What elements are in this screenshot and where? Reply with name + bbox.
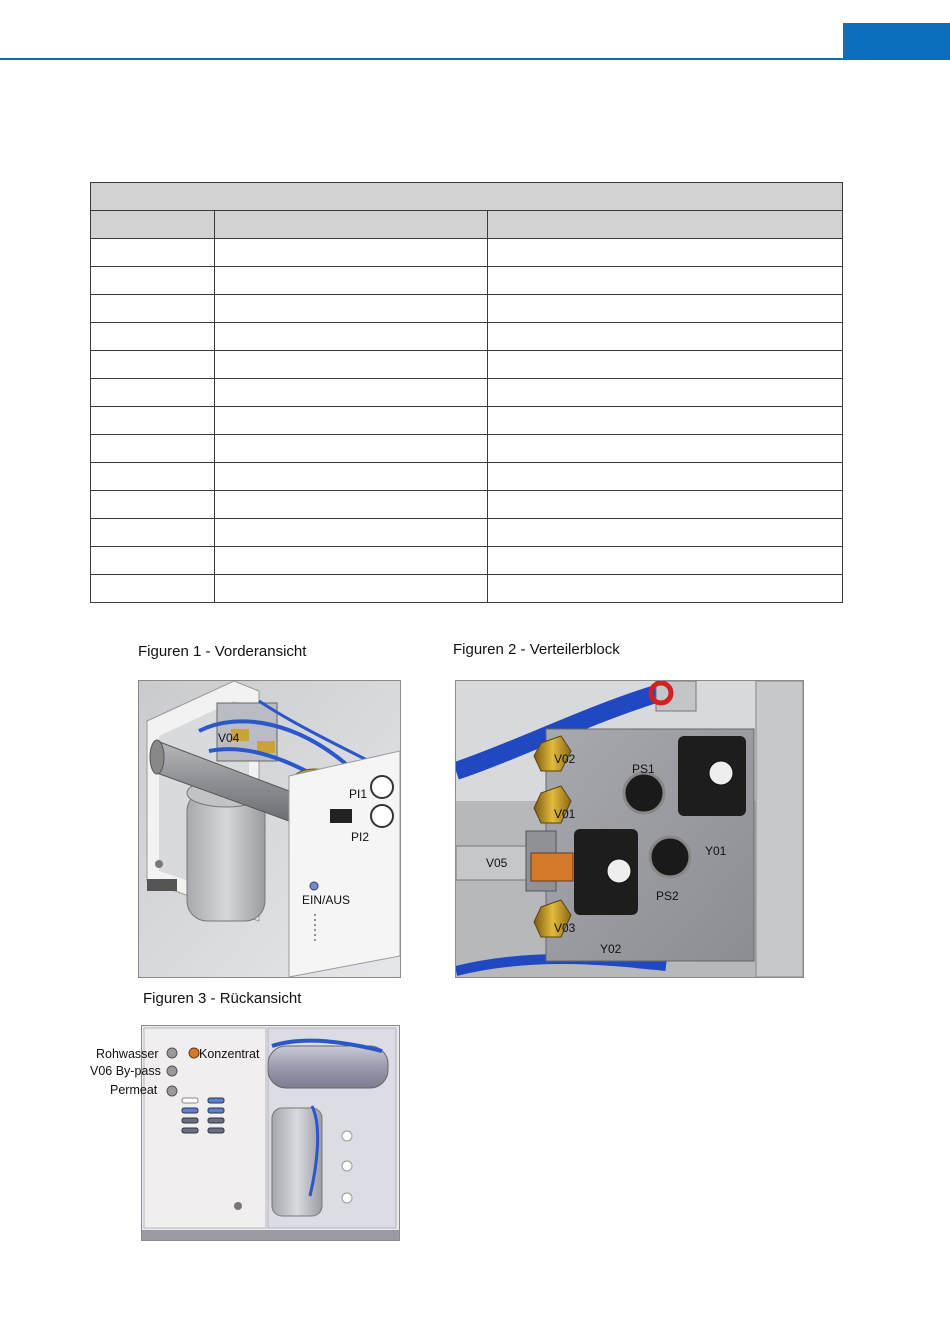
table-row bbox=[91, 239, 843, 267]
table-cell bbox=[488, 295, 843, 323]
table-cell bbox=[488, 379, 843, 407]
table-cell bbox=[91, 295, 215, 323]
table-cell bbox=[215, 407, 488, 435]
table-cell bbox=[91, 435, 215, 463]
table-row bbox=[91, 435, 843, 463]
label-ps1: PS1 bbox=[632, 762, 655, 776]
table-cell bbox=[91, 239, 215, 267]
table-cell bbox=[488, 407, 843, 435]
table-row bbox=[91, 407, 843, 435]
figure1-front-view bbox=[138, 680, 401, 978]
header-cell bbox=[91, 211, 215, 239]
label-y02: Y02 bbox=[600, 942, 622, 956]
table-cell bbox=[215, 519, 488, 547]
table-cell bbox=[91, 323, 215, 351]
header-cell bbox=[215, 211, 488, 239]
table-title-row bbox=[91, 183, 843, 211]
table-row bbox=[91, 547, 843, 575]
label-v01: V01 bbox=[554, 807, 576, 821]
figure2-manifold-block bbox=[455, 680, 804, 978]
table-cell bbox=[91, 351, 215, 379]
table-cell bbox=[91, 519, 215, 547]
table-cell bbox=[215, 463, 488, 491]
table-row bbox=[91, 295, 843, 323]
table-row bbox=[91, 379, 843, 407]
label-permeat: Permeat bbox=[110, 1083, 158, 1097]
table-cell bbox=[91, 491, 215, 519]
table-row bbox=[91, 575, 843, 603]
label-v05: V05 bbox=[486, 856, 508, 870]
table-row bbox=[91, 351, 843, 379]
table-cell bbox=[215, 267, 488, 295]
label-v02: V02 bbox=[554, 752, 576, 766]
table-row bbox=[91, 519, 843, 547]
table-cell bbox=[488, 463, 843, 491]
figure1-caption: Figuren 1 - Vorderansicht bbox=[138, 643, 307, 660]
table-cell bbox=[215, 351, 488, 379]
label-y01: Y01 bbox=[705, 844, 727, 858]
table-cell bbox=[91, 379, 215, 407]
figure3-caption: Figuren 3 - Rückansicht bbox=[143, 990, 302, 1007]
label-ein-aus: EIN/AUS bbox=[302, 893, 351, 907]
manifold-illustration bbox=[456, 681, 803, 977]
table-cell bbox=[215, 295, 488, 323]
table-row bbox=[91, 323, 843, 351]
label-v06-bypass: V06 By-pass bbox=[90, 1064, 161, 1078]
rear-view-illustration bbox=[142, 1026, 399, 1240]
table-row bbox=[91, 491, 843, 519]
table-cell bbox=[488, 323, 843, 351]
label-rohwasser: Rohwasser bbox=[96, 1047, 159, 1061]
header-rule bbox=[0, 58, 950, 60]
table-cell bbox=[215, 547, 488, 575]
label-v03: V03 bbox=[554, 921, 576, 935]
table-cell bbox=[488, 267, 843, 295]
table-cell bbox=[91, 407, 215, 435]
table-cell bbox=[215, 379, 488, 407]
label-konzentrat: Konzentrat bbox=[199, 1047, 260, 1061]
table-cell bbox=[215, 435, 488, 463]
table-cell bbox=[488, 491, 843, 519]
table-cell bbox=[488, 575, 843, 603]
table-cell bbox=[488, 519, 843, 547]
table-cell bbox=[488, 239, 843, 267]
figure2-caption: Figuren 2 - Verteilerblock bbox=[453, 641, 620, 658]
table-row bbox=[91, 267, 843, 295]
table-cell bbox=[91, 575, 215, 603]
table-cell bbox=[91, 267, 215, 295]
table-row bbox=[91, 463, 843, 491]
table-cell bbox=[91, 463, 215, 491]
front-view-illustration bbox=[139, 681, 400, 977]
label-v04: V04 bbox=[218, 731, 240, 745]
table-cell bbox=[215, 239, 488, 267]
table-cell bbox=[215, 491, 488, 519]
table-header-row bbox=[91, 211, 843, 239]
header-accent-tab bbox=[843, 23, 950, 60]
table-cell bbox=[488, 435, 843, 463]
label-pi1: PI1 bbox=[349, 787, 368, 801]
table-cell bbox=[488, 351, 843, 379]
table-cell bbox=[215, 575, 488, 603]
header-cell bbox=[488, 211, 843, 239]
parts-table bbox=[90, 182, 843, 603]
label-pi2: PI2 bbox=[351, 830, 370, 844]
table-cell bbox=[488, 547, 843, 575]
label-ps2: PS2 bbox=[656, 889, 679, 903]
figure3-rear-view bbox=[141, 1025, 400, 1241]
table-title-cell bbox=[91, 183, 843, 211]
table-cell bbox=[215, 323, 488, 351]
table-cell bbox=[91, 547, 215, 575]
